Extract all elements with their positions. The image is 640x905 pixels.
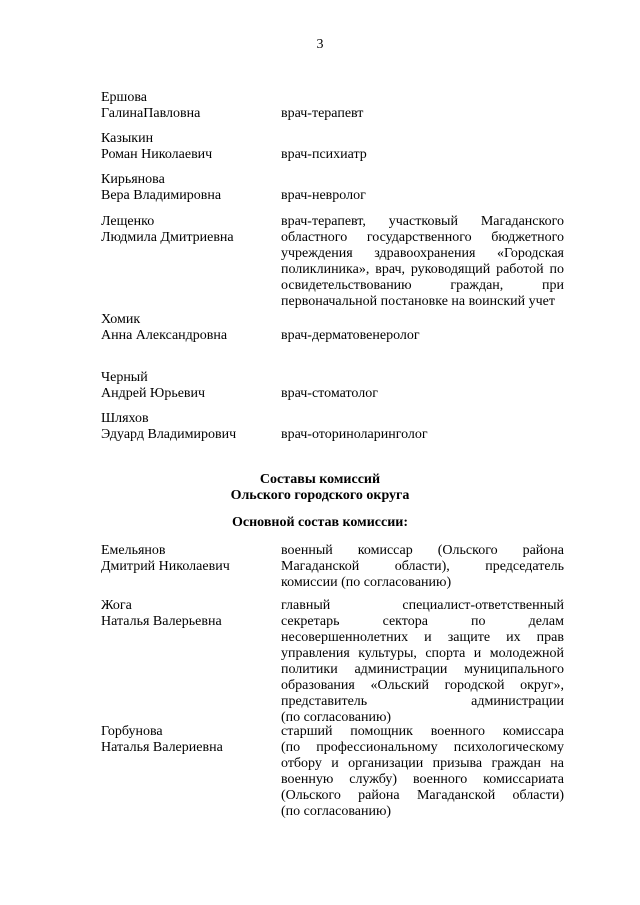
role-line: врач-психиатр (281, 147, 367, 162)
member-given-name: Роман Николаевич (101, 147, 213, 162)
role-line: отбору и организации призыва граждан на (281, 756, 564, 771)
role-line: врач-невролог (281, 188, 366, 203)
member-name (101, 543, 271, 575)
role-line: областного государственного бюджетного (281, 230, 564, 245)
member-role (281, 106, 564, 122)
role-line: (Ольского района Магаданской области) (281, 788, 564, 803)
member-given-name: Вера Владимировна (101, 188, 222, 203)
member-given-name: Людмила Дмитриевна (101, 230, 234, 245)
member-name (101, 312, 271, 344)
member-given-name: Дмитрий Николаевич (101, 559, 230, 574)
section-subtitle: Основной состав комиссии: (232, 515, 408, 530)
member-name (101, 370, 271, 402)
role-line: представитель администрации (281, 694, 564, 709)
member-given-name: Эдуард Владимирович (101, 427, 237, 442)
member-role (281, 543, 564, 591)
member-name (101, 172, 271, 204)
page-number: 3 (316, 37, 324, 52)
member-role (281, 147, 564, 163)
member-surname: Хомик (101, 312, 141, 327)
member-name (101, 724, 271, 756)
member-role (281, 598, 564, 726)
role-line: военную службу) военного комиссариата (281, 772, 564, 787)
member-role (281, 214, 564, 310)
role-line: комиссии (по согласованию) (281, 575, 452, 590)
member-name (101, 214, 271, 246)
role-line: учреждения здравоохранения «Городская (281, 246, 564, 261)
section-title (0, 472, 640, 504)
member-role (281, 386, 564, 402)
member-role (281, 427, 564, 443)
member-surname: Ершова (101, 90, 147, 105)
member-surname: Жога (101, 598, 132, 613)
role-line: врач-стоматолог (281, 386, 378, 401)
member-given-name: Анна Александровна (101, 328, 228, 343)
member-name (101, 598, 271, 630)
member-role (281, 188, 564, 204)
role-line: врач-терапевт (281, 106, 364, 121)
role-line: секретарь сектора по делам (281, 614, 564, 629)
role-line: политики администрации муниципального (281, 662, 564, 677)
section-title-line: Составы комиссий (259, 472, 381, 487)
member-surname: Кирьянова (101, 172, 165, 187)
role-line: врач-дерматовенеролог (281, 328, 420, 343)
role-line: образования «Ольский городской округ», (281, 678, 564, 693)
role-line: Магаданской области), председатель (281, 559, 564, 574)
role-line: врач-оториноларинголог (281, 427, 428, 442)
member-given-name: Наталья Валерьевна (101, 614, 222, 629)
role-line: (по профессиональному психологическому (281, 740, 564, 755)
member-given-name: ГалинаПавловна (101, 106, 201, 121)
member-given-name: Андрей Юрьевич (101, 386, 206, 401)
role-line: военный комиссар (Ольского района (281, 543, 564, 558)
role-line: первоначальной постановке на воинский учет (281, 294, 556, 309)
section-title-line: Ольского городского округа (230, 488, 410, 503)
member-name (101, 131, 271, 163)
member-name (101, 90, 271, 122)
member-given-name: Наталья Валериевна (101, 740, 223, 755)
member-name (101, 411, 271, 443)
role-line: управления культуры, спорта и молодежной (281, 646, 564, 661)
role-line: главный специалист-ответственный (281, 598, 564, 613)
role-line: врач-терапевт, участковый Магаданского (281, 214, 564, 229)
member-role (281, 724, 564, 820)
role-line: (по согласованию) (281, 804, 392, 819)
member-surname: Казыкин (101, 131, 154, 146)
role-line: несовершеннолетних и защите их прав (281, 630, 564, 645)
member-role (281, 328, 564, 344)
member-surname: Горбунова (101, 724, 163, 739)
role-line: (по согласованию) (281, 710, 392, 725)
role-line: освидетельствованию граждан, при (281, 278, 564, 293)
role-line: поликлиника», врач, руководящий работой по (281, 262, 564, 277)
member-surname: Емельянов (101, 543, 166, 558)
member-surname: Лещенко (101, 214, 155, 229)
role-line: старший помощник военного комиссара (281, 724, 564, 739)
member-surname: Черный (101, 370, 148, 385)
member-surname: Шляхов (101, 411, 149, 426)
